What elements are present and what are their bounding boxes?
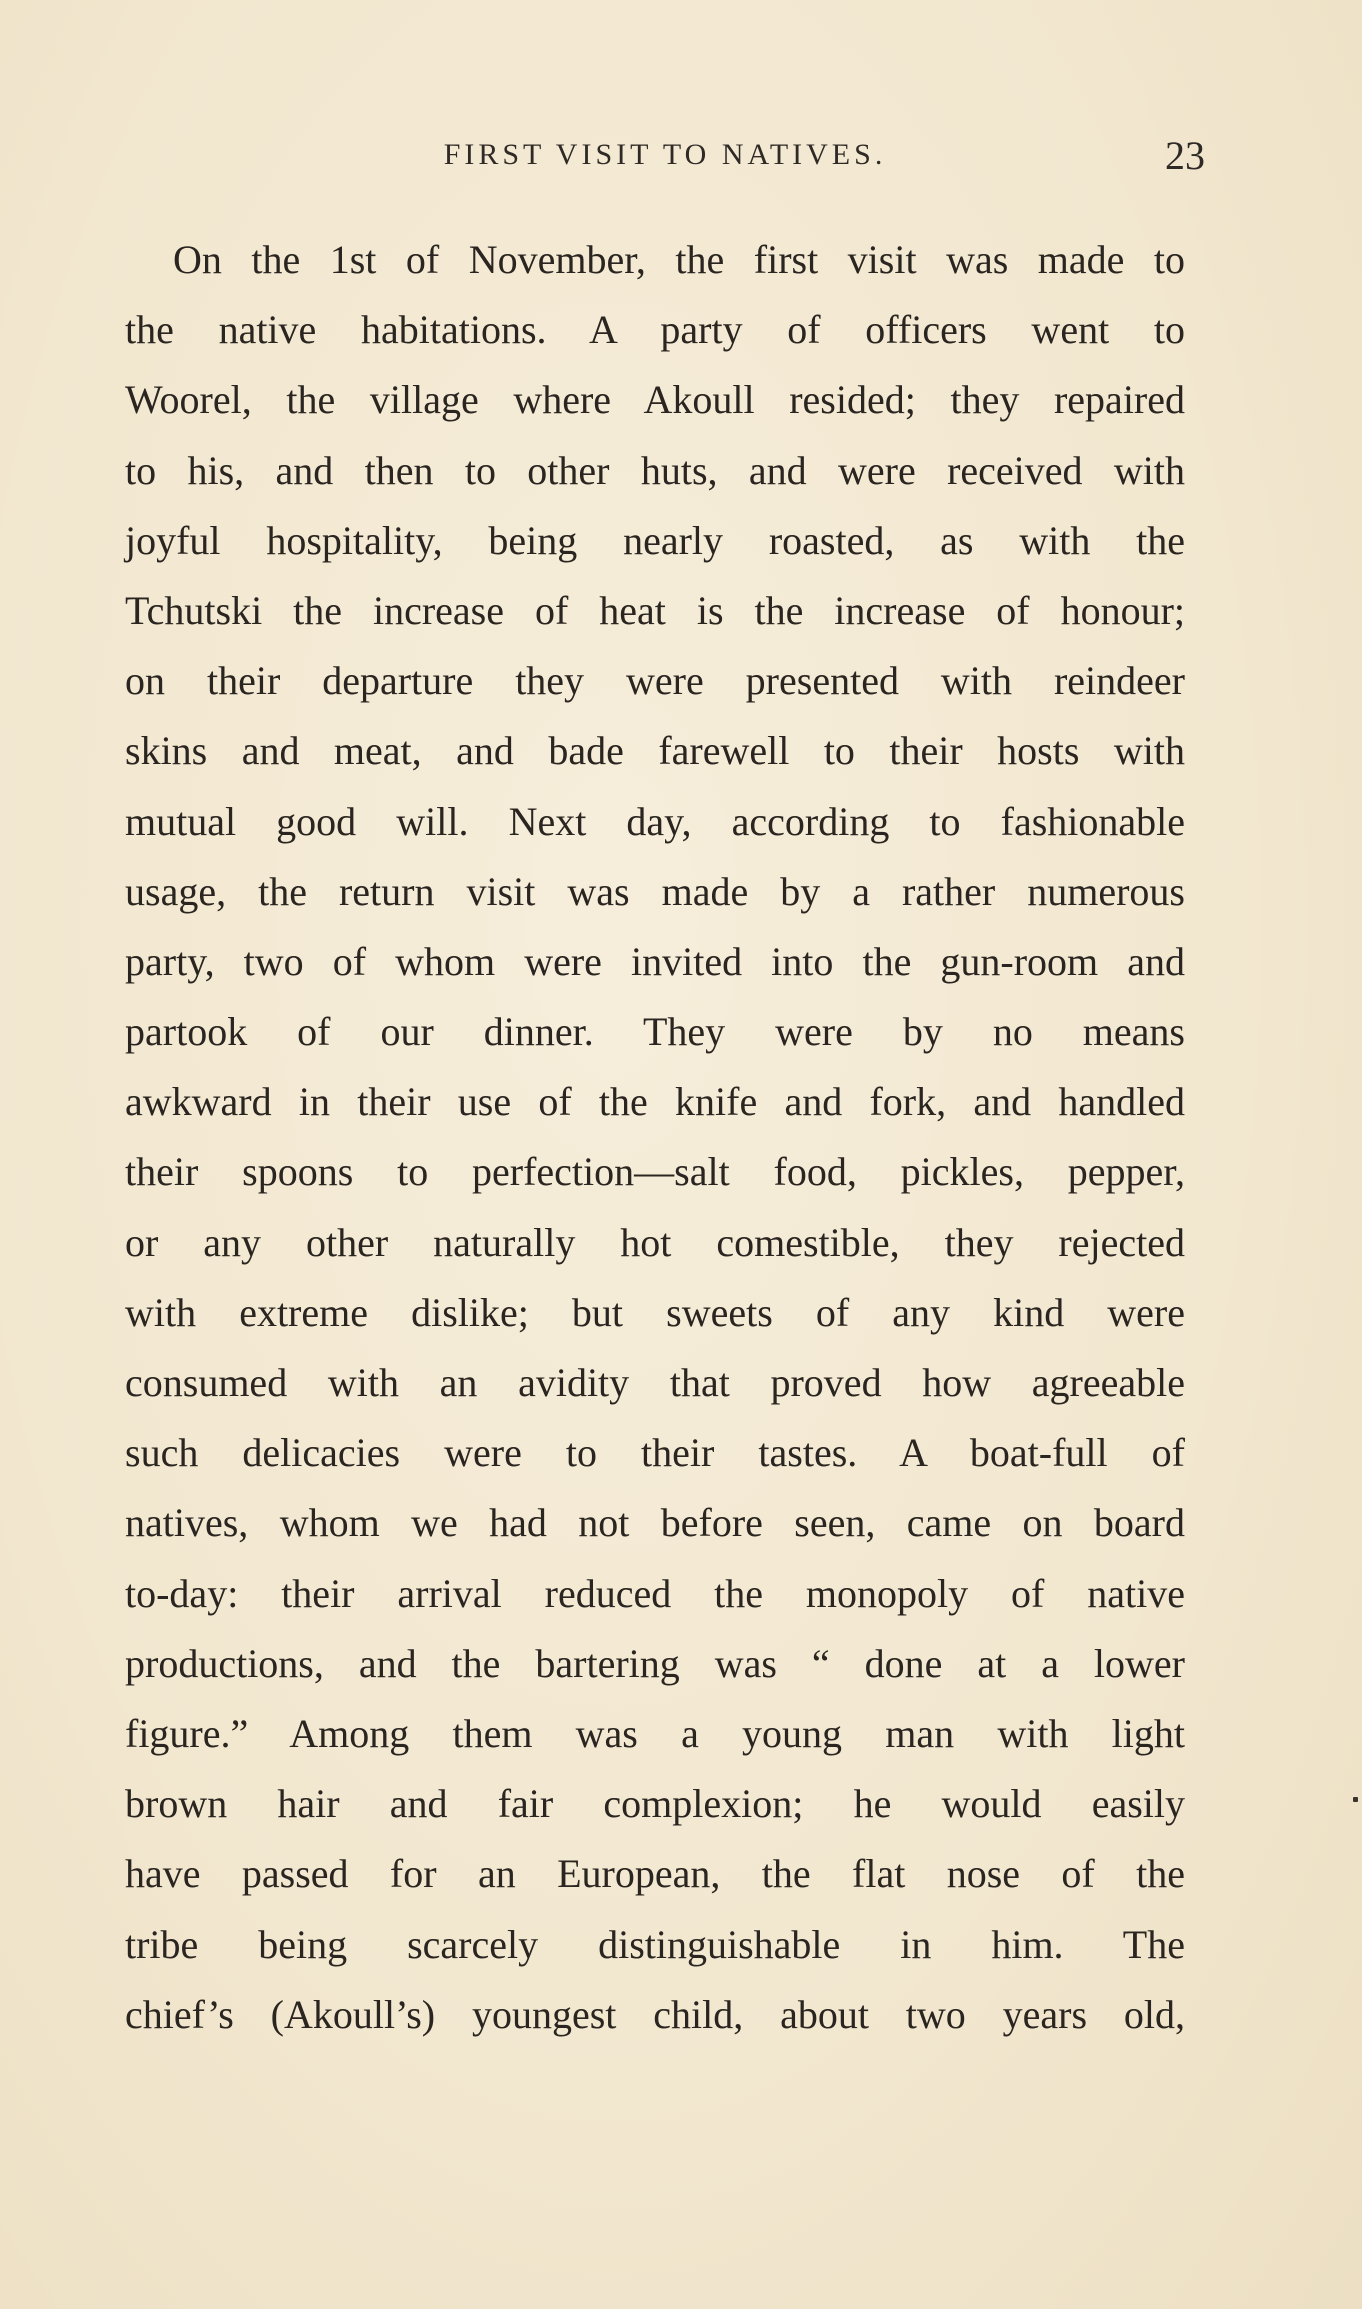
text-line: such delicacies were to their tastes. A boat-full of — [125, 1430, 1185, 1476]
text-line: mutual good will. Next day, according to fashionable — [125, 798, 1185, 844]
text-line: to-day: their arrival reduced the monopoly of native — [125, 1570, 1185, 1616]
text-line: joyful hospitality, being nearly roasted, as with the — [125, 517, 1185, 563]
text-line: party, two of whom were invited into the gun-room and — [125, 938, 1185, 984]
text-line: tribe being scarcely distinguishable in him. The — [125, 1921, 1185, 1967]
text-line: productions, and the bartering was “ done at a lower — [125, 1640, 1185, 1686]
text-line: skins and meat, and bade farewell to their hosts with — [125, 728, 1185, 774]
text-line: chief’s (Akoull’s) youngest child, about two years old, — [125, 1991, 1185, 2037]
text-line: On the 1st of November, the first visit was made to — [173, 237, 1185, 282]
text-line: with extreme dislike; but sweets of any kind were — [125, 1289, 1185, 1335]
text-line: awkward in their use of the knife and fork, and handled — [125, 1079, 1185, 1125]
text-line: their spoons to perfection—salt food, pickles, pepper, — [125, 1149, 1185, 1195]
text-line: Woorel, the village where Akoull resided; they repaired — [125, 377, 1185, 423]
text-line: consumed with an avidity that proved how agreeable — [125, 1360, 1185, 1405]
text-line: to his, and then to other huts, and were received with — [125, 447, 1185, 493]
text-line: have passed for an European, the flat nose of the — [125, 1851, 1185, 1897]
running-title: FIRST VISIT TO NATIVES. — [443, 138, 887, 171]
text-line: Tchutski the increase of heat is the increase of honour; — [125, 587, 1185, 633]
running-head — [125, 132, 1205, 182]
margin-speck — [1353, 1797, 1358, 1802]
text-line: the native habitations. A party of officers went to — [125, 307, 1185, 353]
text-line: figure.” Among them was a young man with light — [125, 1710, 1185, 1756]
text-line: usage, the return visit was made by a rather numerous — [125, 868, 1185, 914]
body-text — [125, 225, 1185, 2050]
text-line: partook of our dinner. They were by no means — [125, 1009, 1185, 1055]
page-number: 23 — [1165, 133, 1205, 178]
text-line: natives, whom we had not before seen, came on board — [125, 1500, 1185, 1546]
text-line: brown hair and fair complexion; he would easily — [125, 1781, 1185, 1827]
text-line: or any other naturally hot comestible, they rejected — [125, 1219, 1185, 1265]
text-line: on their departure they were presented with reindeer — [125, 658, 1185, 704]
